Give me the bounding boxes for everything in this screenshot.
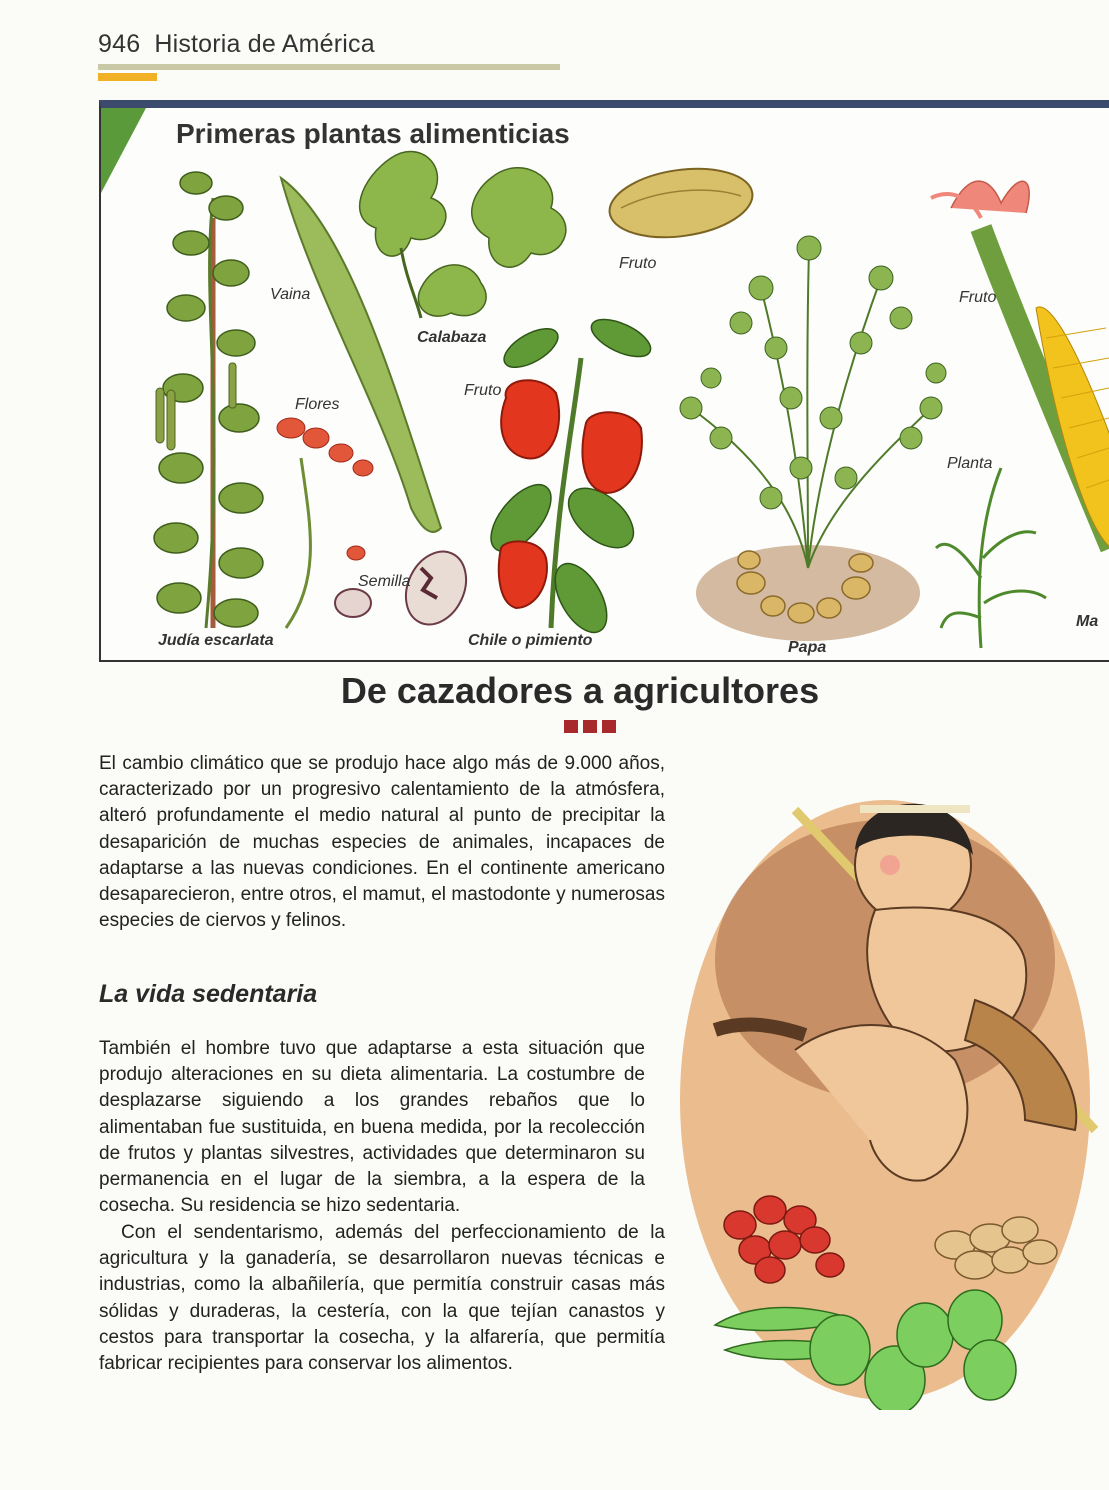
paragraph-3-text: Con el sendentarismo, además del perfeccionamiento de la agricultura y la ganadería, se desarrollaron nuevas técnicas e industrias, como la albañilería, que permitía construir casas más sólidas y duraderas, la cestería, con la que tejían canastos y cestos para transportar la cosecha, y la alfarería, que permitía fabricar recipientes para conservar los alimentos. [99,1222,665,1375]
caption-chile: Chile o pimiento [468,632,593,649]
potato-plant-drawing [680,236,946,641]
chile-plant-drawing [480,312,656,641]
book-title: Historia de América [154,30,375,58]
figure-title: Primeras plantas alimenticias [176,118,570,149]
paragraph-3 [99,1220,665,1377]
label-fruto-chile: Fruto [464,382,502,399]
plants-illustration-panel [99,100,1109,662]
caption-judia: Judía escarlata [158,632,274,649]
label-calabaza: Calabaza [417,329,487,346]
page-number: 946 [98,30,141,58]
squash-fruit-drawing [605,160,757,245]
subheading: La vida sedentaria [99,980,318,1008]
paragraph-2: También el hombre tuvo que adaptarse a esta situación que produjo alteraciones en su dieta alimentaria. La costumbre de desplazarse siguiendo a los grandes rebaños que lo alimentaban fue sustituida, en buena medida, por la recolección de frutos y plantas silvestres, actividades que determinaron su permanencia en el lugar de la siembra, a la espera de la cosecha. Su residencia se hizo sedentaria. [99,1038,645,1217]
caption-maiz-partial: Ma [1076,613,1099,630]
label-vaina: Vaina [270,286,311,303]
scarlet-bean-plant-drawing [154,172,263,628]
title-ornament [564,720,621,738]
label-planta: Planta [947,455,993,472]
running-header [98,30,375,59]
squash-leaves-drawing [360,152,566,318]
paragraph-1: El cambio climático que se produjo hace algo más de 9.000 años, caracterizado por un progresivo calentamiento de la atmósfera, alteró profundamente el medio natural al punto de precipitar la desaparición de muchas especies de animales, incapaces de adaptarse a las nuevas condiciones. En el continente americano desaparecieron, entre otros, el mamut, el mastodonte y numerosas especies de ciervos y felinos. [99,753,665,932]
label-fruto-squash: Fruto [619,255,657,272]
label-semilla: Semilla [358,573,411,590]
section-title: De cazadores a agricultores [340,670,820,711]
label-flores: Flores [295,396,340,413]
header-accent-bar [98,73,157,81]
corner-triangle [101,108,146,193]
corn-plant-drawing [931,181,1109,648]
label-fruto-corn: Fruto [959,289,997,306]
farmer-illustration [655,760,1105,1410]
caption-papa: Papa [788,639,827,656]
header-rule [98,64,560,70]
plants-illustration [101,108,1109,662]
